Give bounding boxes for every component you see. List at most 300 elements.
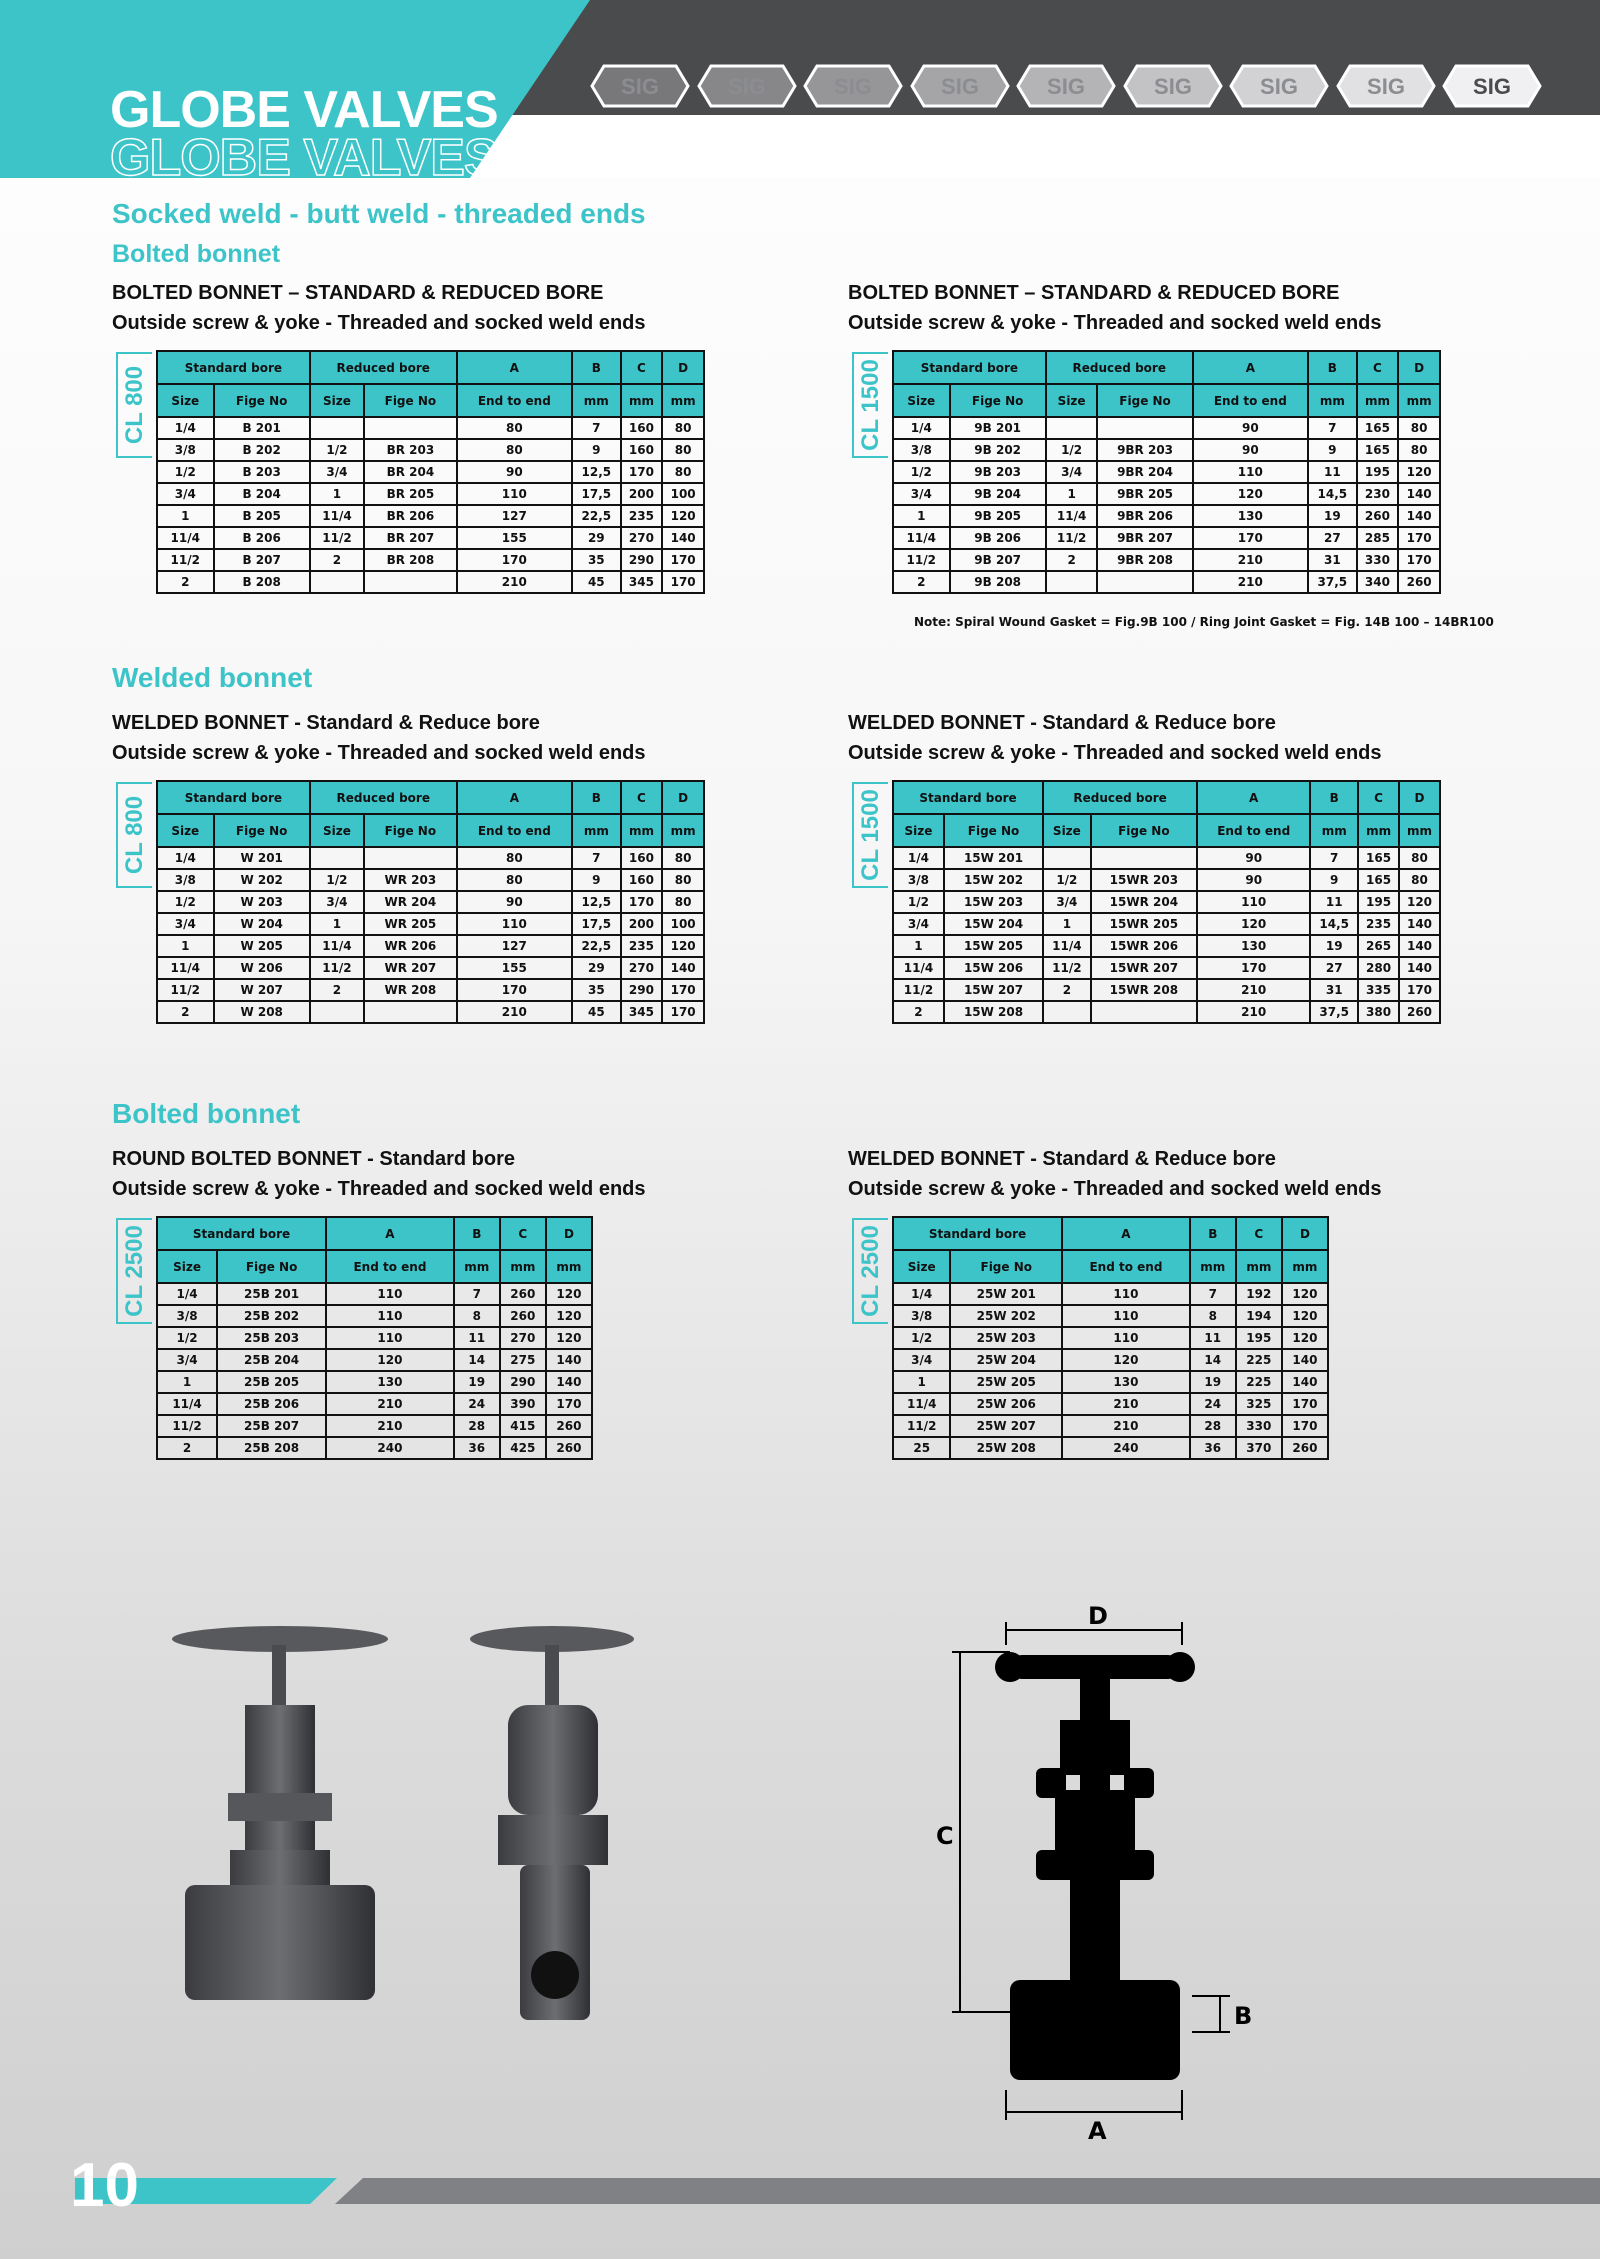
table-row <box>157 483 704 505</box>
table-cell: WR 203 <box>364 869 457 891</box>
table-cell: 15W 207 <box>944 979 1043 1001</box>
table-cell: 45 <box>572 571 621 593</box>
table-cell: 9B 205 <box>950 505 1046 527</box>
table-cell: 25W 204 <box>950 1349 1062 1371</box>
table-cell: 240 <box>1062 1437 1190 1459</box>
table6-heading <box>848 1144 1382 1204</box>
table1-heading-line2: Outside screw & yoke - Threaded and socked weld ends <box>112 312 646 334</box>
table-cell: W 207 <box>214 979 310 1001</box>
table3-heading-line1: WELDED BONNET - Standard & Reduce bore <box>112 712 540 734</box>
table-cell: 11 <box>1310 891 1358 913</box>
table4-heading-line2: Outside screw & yoke - Threaded and socked weld ends <box>848 742 1382 764</box>
column-group-header: A <box>1062 1217 1190 1250</box>
table-cell: 195 <box>1236 1327 1282 1349</box>
column-header: End to end <box>326 1250 454 1283</box>
valve-photo-side <box>470 1626 634 2020</box>
table-cell: 90 <box>457 461 572 483</box>
table-cell: 27 <box>1308 527 1357 549</box>
table-cell: 210 <box>1197 1001 1310 1023</box>
table-cell: 140 <box>1398 505 1440 527</box>
column-group-header: A <box>1193 351 1308 384</box>
table-cell: B 201 <box>214 417 310 439</box>
table-cell: 15W 204 <box>944 913 1043 935</box>
table-cell: 9B 203 <box>950 461 1046 483</box>
table-cell: 45 <box>572 1001 621 1023</box>
column-group-header: C <box>621 351 663 384</box>
table-cell: 11/4 <box>893 527 950 549</box>
table-row <box>157 957 704 979</box>
table-cell: 1/2 <box>1043 869 1091 891</box>
table-cell: WR 208 <box>364 979 457 1001</box>
table-cell: 240 <box>326 1437 454 1459</box>
table-cell: 120 <box>1399 891 1440 913</box>
table-cell: 260 <box>546 1415 592 1437</box>
table-cell: 1 <box>893 1371 950 1393</box>
table-cell: 11/2 <box>157 979 214 1001</box>
table-cell: 130 <box>1062 1371 1190 1393</box>
table-cell: 80 <box>457 847 572 869</box>
table-cell: 25W 207 <box>950 1415 1062 1437</box>
table-cell: 260 <box>1357 505 1399 527</box>
table-cell: 390 <box>500 1393 546 1415</box>
table-row <box>157 527 704 549</box>
table-cell: WR 207 <box>364 957 457 979</box>
column-header: mm <box>572 814 621 847</box>
column-header: mm <box>546 1250 592 1283</box>
table-row <box>893 1305 1328 1327</box>
column-header: Size <box>310 814 364 847</box>
table-cell: 1/4 <box>893 1283 950 1305</box>
column-group-header: D <box>1399 781 1440 814</box>
table-cell: 11/2 <box>310 527 364 549</box>
table-cell: 1/2 <box>893 461 950 483</box>
column-group-header: Reduced bore <box>1043 781 1197 814</box>
table-cell: 11/4 <box>893 1393 950 1415</box>
table6-heading-line1: WELDED BONNET - Standard & Reduce bore <box>848 1148 1276 1170</box>
column-group-header: A <box>457 351 572 384</box>
table-cell: 80 <box>457 869 572 891</box>
sig-logo-icon <box>590 62 690 110</box>
table-cell: 9B 201 <box>950 417 1046 439</box>
column-header: Fige No <box>950 1250 1062 1283</box>
table-cell: 130 <box>326 1371 454 1393</box>
table-cell: B 208 <box>214 571 310 593</box>
table-cell: 15WR 206 <box>1091 935 1197 957</box>
table-cell: 195 <box>1358 891 1399 913</box>
table-row <box>893 1393 1328 1415</box>
table-cell: B 207 <box>214 549 310 571</box>
table-cell: 210 <box>1193 571 1308 593</box>
table-cell: 1 <box>1043 913 1091 935</box>
footer-gray-bar <box>335 2178 1600 2204</box>
table-cell: 11/2 <box>1043 957 1091 979</box>
table-cell: 11/4 <box>157 1393 217 1415</box>
column-group-header: Standard bore <box>157 781 310 814</box>
table-cell: 210 <box>457 571 572 593</box>
table-cell: 25W 205 <box>950 1371 1062 1393</box>
table-row <box>893 1283 1328 1305</box>
table-cell: 1/2 <box>893 891 944 913</box>
table-row <box>157 913 704 935</box>
table-cell: 160 <box>621 847 663 869</box>
table-cell: 15W 205 <box>944 935 1043 957</box>
svg-text:SIG: SIG <box>1473 74 1511 99</box>
column-header: mm <box>454 1250 500 1283</box>
column-group-header: Standard bore <box>157 1217 326 1250</box>
table-cell: 25B 206 <box>217 1393 326 1415</box>
column-header: End to end <box>457 384 572 417</box>
table-row <box>893 571 1440 593</box>
table-cell: 3/8 <box>157 869 214 891</box>
column-header: mm <box>1282 1250 1328 1283</box>
column-group-header: B <box>572 351 621 384</box>
table-row <box>893 957 1440 979</box>
table-cell: 155 <box>457 957 572 979</box>
table-cell: 80 <box>662 439 704 461</box>
column-group-header: Standard bore <box>893 351 1046 384</box>
table-cell: 260 <box>1398 571 1440 593</box>
table-row <box>893 979 1440 1001</box>
table-cell: 9BR 203 <box>1097 439 1192 461</box>
column-group-header: Reduced bore <box>1046 351 1193 384</box>
sig-logo-icon <box>803 62 903 110</box>
table-cell: 160 <box>621 869 663 891</box>
table-row <box>893 1371 1328 1393</box>
column-header: Size <box>310 384 364 417</box>
table-cell: B 205 <box>214 505 310 527</box>
column-header: Fige No <box>214 814 310 847</box>
table-cell <box>364 1001 457 1023</box>
table-cell: 235 <box>621 935 663 957</box>
table-cell: 28 <box>454 1415 500 1437</box>
table6-heading-line2: Outside screw & yoke - Threaded and socked weld ends <box>848 1178 1382 1200</box>
table-cell: 11/2 <box>1046 527 1098 549</box>
table-cell: 25B 205 <box>217 1371 326 1393</box>
table-cell: 280 <box>1358 957 1399 979</box>
table-cell: 370 <box>1236 1437 1282 1459</box>
table-cell: 7 <box>1308 417 1357 439</box>
column-group-header: B <box>454 1217 500 1250</box>
table-cell: 25B 204 <box>217 1349 326 1371</box>
dimension-label-b: B <box>1234 2002 1253 2030</box>
table-cell: 9B 207 <box>950 549 1046 571</box>
table-cell: 127 <box>457 935 572 957</box>
table-cell: 170 <box>662 571 704 593</box>
column-header: mm <box>1357 384 1399 417</box>
table-cell: 235 <box>1358 913 1399 935</box>
table-cell: B 206 <box>214 527 310 549</box>
table-cell: 155 <box>457 527 572 549</box>
sig-logo-icon <box>697 62 797 110</box>
table-cell: 170 <box>1193 527 1308 549</box>
table-cell: 8 <box>1190 1305 1236 1327</box>
column-group-header: D <box>546 1217 592 1250</box>
page-number: 10 <box>70 2151 139 2220</box>
table-cell: 29 <box>572 527 621 549</box>
table-cell: 2 <box>157 571 214 593</box>
column-header: mm <box>1310 814 1358 847</box>
table-row <box>157 1393 592 1415</box>
table-cell: 80 <box>662 891 704 913</box>
section-subtitle-bolted: Bolted bonnet <box>112 240 281 268</box>
table-cell: 7 <box>572 847 621 869</box>
table-cell: 7 <box>572 417 621 439</box>
valve-photo-front <box>172 1626 388 2000</box>
table-cell: 1/2 <box>310 439 364 461</box>
table-row <box>157 935 704 957</box>
column-header: mm <box>621 814 663 847</box>
table-cell: 210 <box>1062 1393 1190 1415</box>
table-cell: 2 <box>1043 979 1091 1001</box>
table-cell: 120 <box>1062 1349 1190 1371</box>
table-cell: 120 <box>662 505 704 527</box>
table-row <box>157 1349 592 1371</box>
column-header: mm <box>1308 384 1357 417</box>
table-cell: 9 <box>572 439 621 461</box>
table-cell: 1/4 <box>157 1283 217 1305</box>
table-cell: 90 <box>1197 847 1310 869</box>
table-cell: 11/4 <box>157 957 214 979</box>
table-cell: W 205 <box>214 935 310 957</box>
column-group-header: A <box>326 1217 454 1250</box>
table-cell: 9 <box>1308 439 1357 461</box>
table-cell <box>364 847 457 869</box>
table-cell: 2 <box>310 979 364 1001</box>
column-header: Size <box>157 384 214 417</box>
table-cell: 80 <box>662 869 704 891</box>
table-cell: 80 <box>1398 417 1440 439</box>
table-cell: 22,5 <box>572 935 621 957</box>
table-cell <box>1097 417 1192 439</box>
column-group-header: B <box>1308 351 1357 384</box>
column-header: Fige No <box>1097 384 1192 417</box>
table-cell: 8 <box>454 1305 500 1327</box>
table-cell: 11/4 <box>1043 935 1091 957</box>
table-cell: 3/4 <box>310 461 364 483</box>
table5-heading-line1: ROUND BOLTED BONNET - Standard bore <box>112 1148 515 1170</box>
table-cell: 110 <box>1193 461 1308 483</box>
column-header: Size <box>157 1250 217 1283</box>
svg-text:SIG: SIG <box>621 74 659 99</box>
table-row <box>157 505 704 527</box>
table-cell: 3/4 <box>893 483 950 505</box>
table-cell: 15W 206 <box>944 957 1043 979</box>
table-row <box>893 891 1440 913</box>
column-header: mm <box>500 1250 546 1283</box>
table-cell: 1 <box>157 935 214 957</box>
table-cell: 25W 206 <box>950 1393 1062 1415</box>
column-group-header: D <box>662 781 704 814</box>
table-cell: 15W 201 <box>944 847 1043 869</box>
table-cell: 11/2 <box>157 549 214 571</box>
column-header: Fige No <box>364 384 457 417</box>
table-cell: 210 <box>1197 979 1310 1001</box>
table-cell: 28 <box>1190 1415 1236 1437</box>
dimensions-table-cl800-welded <box>156 780 705 1024</box>
table-cell: 210 <box>457 1001 572 1023</box>
table-cell: 2 <box>157 1001 214 1023</box>
table-cell: 1 <box>1046 483 1098 505</box>
column-group-header: A <box>1197 781 1310 814</box>
column-header: Fige No <box>217 1250 326 1283</box>
table-cell: 9BR 205 <box>1097 483 1192 505</box>
table-cell: 1/2 <box>893 1327 950 1349</box>
table-cell <box>1091 847 1197 869</box>
column-group-header: D <box>1398 351 1440 384</box>
table-cell: 80 <box>662 461 704 483</box>
table-cell: 140 <box>1398 483 1440 505</box>
table-cell: 260 <box>546 1437 592 1459</box>
table-cell: B 204 <box>214 483 310 505</box>
table-cell: 11/2 <box>893 1415 950 1437</box>
table-cell: 330 <box>1357 549 1399 571</box>
table3-heading <box>112 708 646 768</box>
dimension-label-d: D <box>1088 1602 1108 1630</box>
table-cell: 325 <box>1236 1393 1282 1415</box>
column-group-header: B <box>1190 1217 1236 1250</box>
column-group-header: Reduced bore <box>310 781 457 814</box>
table-cell: 9BR 207 <box>1097 527 1192 549</box>
sig-logo-icon <box>1123 62 1223 110</box>
table-cell: 9B 204 <box>950 483 1046 505</box>
table5-heading-line2: Outside screw & yoke - Threaded and socked weld ends <box>112 1178 646 1200</box>
table-cell: 170 <box>1398 527 1440 549</box>
table-cell: 285 <box>1357 527 1399 549</box>
table-cell: 11/2 <box>893 549 950 571</box>
table-cell: WR 204 <box>364 891 457 913</box>
table-cell: 170 <box>1282 1393 1328 1415</box>
table-cell: 11/4 <box>157 527 214 549</box>
pressure-class-label: CL 1500 <box>852 782 888 888</box>
table-cell: 170 <box>1282 1415 1328 1437</box>
table-cell: 127 <box>457 505 572 527</box>
table-cell: 25B 203 <box>217 1327 326 1349</box>
column-group-header: Reduced bore <box>310 351 457 384</box>
table-cell: 11 <box>454 1327 500 1349</box>
table-cell: 1 <box>310 483 364 505</box>
table-cell: 130 <box>1197 935 1310 957</box>
table-cell <box>1091 1001 1197 1023</box>
column-group-header: C <box>1236 1217 1282 1250</box>
table-cell: 120 <box>1197 913 1310 935</box>
table-cell: 19 <box>1308 505 1357 527</box>
table-cell: 120 <box>546 1305 592 1327</box>
table-cell: 12,5 <box>572 461 621 483</box>
table-cell: B 202 <box>214 439 310 461</box>
table-cell: W 201 <box>214 847 310 869</box>
table-cell <box>1046 571 1098 593</box>
dimensions-table-cl1500-welded <box>892 780 1441 1024</box>
table-row <box>157 439 704 461</box>
table-cell: 15WR 207 <box>1091 957 1197 979</box>
table-cell: W 206 <box>214 957 310 979</box>
table-row <box>893 935 1440 957</box>
table-cell <box>364 417 457 439</box>
table-cell: 260 <box>500 1305 546 1327</box>
table-cell: 25W 203 <box>950 1327 1062 1349</box>
table-cell: 3/8 <box>893 439 950 461</box>
table-cell: WR 205 <box>364 913 457 935</box>
table-row <box>157 979 704 1001</box>
table-cell: 1/4 <box>893 847 944 869</box>
table-cell: BR 206 <box>364 505 457 527</box>
table-cell: 9BR 206 <box>1097 505 1192 527</box>
table-cell: 260 <box>500 1283 546 1305</box>
table-cell: 15WR 208 <box>1091 979 1197 1001</box>
table-cell: 110 <box>457 483 572 505</box>
table-cell: 335 <box>1358 979 1399 1001</box>
table-cell: 2 <box>893 1001 944 1023</box>
column-group-header: C <box>1357 351 1399 384</box>
table-cell: 120 <box>1193 483 1308 505</box>
column-header: Fige No <box>1091 814 1197 847</box>
table-cell: 200 <box>621 483 663 505</box>
table-cell: 15WR 203 <box>1091 869 1197 891</box>
table-cell: 1/2 <box>157 1327 217 1349</box>
table-cell: 120 <box>1282 1283 1328 1305</box>
table-cell: 1/4 <box>157 417 214 439</box>
table-cell: 3/8 <box>893 1305 950 1327</box>
column-header: Fige No <box>214 384 310 417</box>
table-cell: 160 <box>621 417 663 439</box>
table-cell: 14,5 <box>1310 913 1358 935</box>
column-group-header: C <box>500 1217 546 1250</box>
table-cell: 90 <box>457 891 572 913</box>
table-cell: 1/2 <box>157 461 214 483</box>
page-title: GLOBE VALVES <box>110 81 498 139</box>
table-cell: 25W 208 <box>950 1437 1062 1459</box>
table-cell: 14 <box>454 1349 500 1371</box>
table-cell: 120 <box>1282 1305 1328 1327</box>
table-cell: WR 206 <box>364 935 457 957</box>
table-cell: 140 <box>546 1349 592 1371</box>
table-cell: 270 <box>621 957 663 979</box>
table2-heading <box>848 278 1382 338</box>
table-cell: 31 <box>1310 979 1358 1001</box>
table-cell: 165 <box>1358 847 1399 869</box>
section-title: Socked weld - butt weld - threaded ends <box>112 198 646 229</box>
table-cell: 22,5 <box>572 505 621 527</box>
table-cell: 165 <box>1358 869 1399 891</box>
table-cell: 1/2 <box>310 869 364 891</box>
table-cell: 15WR 204 <box>1091 891 1197 913</box>
table-cell: 170 <box>621 891 663 913</box>
table-cell: 120 <box>1282 1327 1328 1349</box>
table-cell: 25B 207 <box>217 1415 326 1437</box>
table-cell: 1 <box>157 1371 217 1393</box>
table-cell: 3/8 <box>157 439 214 461</box>
table-cell: 120 <box>1398 461 1440 483</box>
table-cell: 80 <box>662 417 704 439</box>
table-row <box>157 869 704 891</box>
column-group-header: B <box>572 781 621 814</box>
table-cell: 15W 203 <box>944 891 1043 913</box>
table-cell: 415 <box>500 1415 546 1437</box>
column-header: mm <box>1399 814 1440 847</box>
table-row <box>157 1305 592 1327</box>
table-cell: 340 <box>1357 571 1399 593</box>
column-header: mm <box>662 814 704 847</box>
table-cell: 110 <box>1062 1283 1190 1305</box>
column-header: mm <box>1190 1250 1236 1283</box>
gasket-note: Note: Spiral Wound Gasket = Fig.9B 100 / Ring Joint Gasket = Fig. 14B 100 – 14BR100 <box>914 615 1494 629</box>
table-cell: 260 <box>1399 1001 1440 1023</box>
table-cell: 170 <box>1398 549 1440 571</box>
table-row <box>157 549 704 571</box>
sig-logo-icon <box>910 62 1010 110</box>
table-row <box>157 1371 592 1393</box>
table-cell: 140 <box>662 957 704 979</box>
